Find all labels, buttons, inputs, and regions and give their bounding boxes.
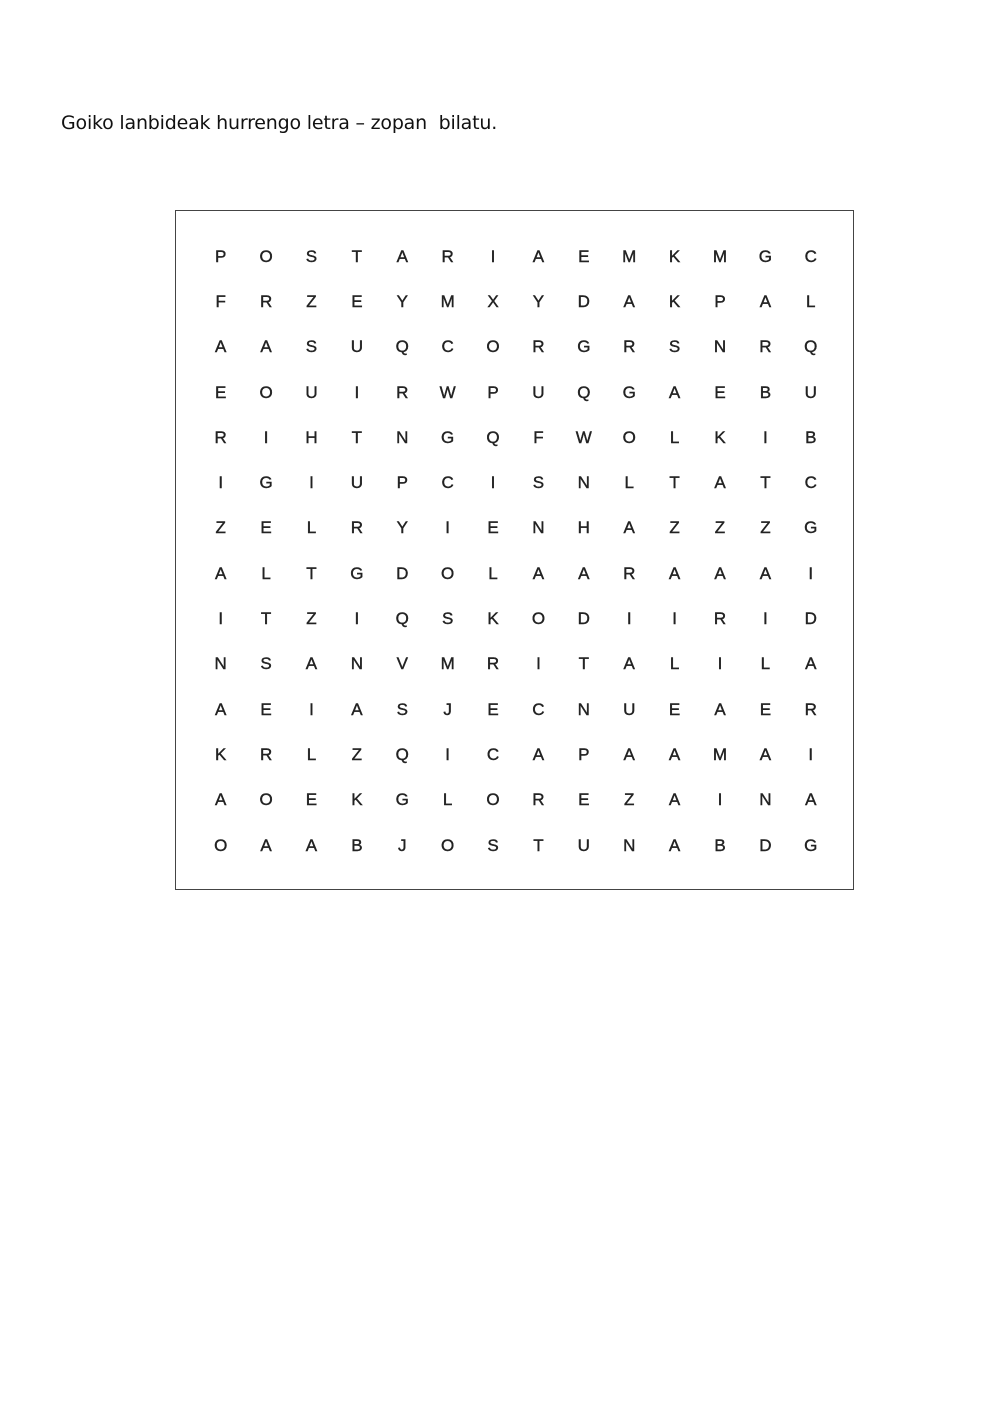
grid-letter[interactable]: B [805, 427, 817, 447]
grid-letter[interactable]: L [669, 654, 680, 674]
grid-letter[interactable]: C [804, 473, 817, 493]
grid-letter[interactable]: O [441, 563, 455, 583]
grid-letter[interactable]: C [486, 744, 500, 764]
grid-letter[interactable]: E [351, 291, 363, 311]
grid-letter[interactable]: S [305, 337, 318, 357]
grid-letter[interactable]: A [759, 744, 772, 764]
grid-letter[interactable]: E [578, 246, 590, 266]
grid-letter[interactable]: Z [669, 518, 680, 538]
grid-letter[interactable]: I [536, 654, 541, 674]
grid-letter[interactable]: O [259, 790, 273, 810]
grid-letter[interactable]: I [490, 246, 496, 266]
grid-letter[interactable]: W [439, 382, 456, 402]
grid-letter[interactable]: A [668, 790, 681, 810]
grid-letter[interactable]: G [395, 790, 409, 810]
grid-letter[interactable]: A [215, 790, 227, 810]
grid-letter[interactable]: P [396, 473, 408, 493]
grid-letter[interactable]: U [350, 473, 363, 493]
grid-letter[interactable]: L [760, 654, 771, 674]
grid-letter[interactable]: S [532, 473, 545, 493]
grid-letter[interactable]: T [306, 563, 317, 583]
grid-letter[interactable]: I [445, 744, 451, 764]
grid-letter[interactable]: N [623, 835, 636, 855]
grid-letter[interactable]: L [261, 563, 271, 583]
grid-letter[interactable]: U [350, 337, 363, 357]
grid-letter[interactable]: S [305, 246, 318, 266]
grid-letter[interactable]: O [622, 427, 636, 447]
grid-letter[interactable]: Z [760, 518, 771, 538]
grid-letter[interactable]: O [259, 382, 273, 402]
grid-letter[interactable]: C [441, 337, 454, 357]
grid-letter[interactable]: R [804, 699, 817, 719]
grid-letter[interactable]: E [487, 699, 499, 719]
grid-letter[interactable]: P [215, 246, 227, 266]
grid-letter[interactable]: S [487, 835, 499, 855]
grid-letter[interactable]: A [623, 744, 635, 764]
grid-letter[interactable]: I [354, 382, 360, 402]
grid-letter[interactable]: D [577, 609, 590, 629]
grid-letter[interactable]: A [668, 563, 681, 583]
grid-letter[interactable]: R [441, 246, 454, 266]
grid-letter[interactable]: O [486, 790, 500, 810]
grid-letter[interactable]: E [668, 699, 681, 719]
grid-letter[interactable]: A [623, 518, 635, 538]
grid-letter[interactable]: E [260, 518, 272, 538]
grid-letter[interactable]: A [714, 563, 726, 583]
grid-letter[interactable]: I [672, 609, 677, 629]
grid-letter[interactable]: I [309, 473, 314, 493]
grid-letter[interactable]: M [440, 654, 455, 674]
grid-letter[interactable]: I [445, 518, 451, 538]
grid-letter[interactable]: N [759, 790, 772, 810]
grid-letter[interactable]: N [350, 654, 363, 674]
grid-letter[interactable]: I [717, 654, 723, 674]
grid-letter[interactable]: N [532, 518, 545, 538]
grid-letter[interactable]: T [760, 473, 771, 493]
grid-letter[interactable]: W [575, 427, 592, 447]
grid-letter[interactable]: I [808, 563, 814, 583]
grid-letter[interactable]: E [260, 699, 272, 719]
grid-letter[interactable]: G [758, 246, 772, 266]
grid-letter[interactable]: A [305, 835, 318, 855]
grid-letter[interactable]: O [214, 835, 228, 855]
grid-letter[interactable]: A [396, 246, 408, 266]
grid-letter[interactable]: A [759, 291, 772, 311]
grid-letter[interactable]: A [532, 744, 545, 764]
grid-letter[interactable]: A [668, 744, 681, 764]
grid-letter[interactable]: T [533, 835, 544, 855]
grid-letter[interactable]: S [260, 654, 272, 674]
grid-letter[interactable]: T [351, 427, 363, 447]
grid-letter[interactable]: G [804, 518, 818, 538]
grid-letter[interactable]: Z [714, 518, 726, 538]
grid-letter[interactable]: A [668, 835, 681, 855]
grid-letter[interactable]: R [350, 518, 363, 538]
grid-letter[interactable]: L [488, 563, 498, 583]
grid-letter[interactable]: R [396, 382, 409, 402]
grid-letter[interactable]: G [622, 382, 636, 402]
grid-letter[interactable]: C [804, 246, 817, 266]
grid-letter[interactable]: M [712, 744, 728, 764]
grid-letter[interactable]: Q [395, 609, 409, 629]
grid-letter[interactable]: B [759, 382, 772, 402]
grid-letter[interactable]: I [808, 744, 814, 764]
grid-letter[interactable]: T [669, 473, 680, 493]
grid-letter[interactable]: G [350, 563, 364, 583]
grid-letter[interactable]: K [668, 291, 681, 311]
grid-letter[interactable]: T [260, 609, 272, 629]
grid-letter[interactable]: M [622, 246, 637, 266]
word-search-grid [198, 234, 833, 868]
grid-letter[interactable]: A [215, 563, 227, 583]
grid-letter[interactable]: I [763, 427, 768, 447]
grid-letter[interactable]: A [215, 337, 227, 357]
grid-letter[interactable]: E [714, 382, 726, 402]
grid-letter[interactable]: L [306, 518, 317, 538]
grid-letter[interactable]: I [218, 609, 224, 629]
grid-letter[interactable]: I [263, 427, 269, 447]
grid-letter[interactable]: E [759, 699, 772, 719]
grid-letter[interactable]: C [441, 473, 454, 493]
grid-letter[interactable]: J [443, 699, 452, 719]
grid-letter[interactable]: D [577, 291, 590, 311]
grid-letter[interactable]: G [804, 835, 818, 855]
grid-letter[interactable]: A [351, 699, 363, 719]
grid-letter[interactable]: O [486, 337, 500, 357]
grid-letter[interactable]: P [578, 744, 590, 764]
grid-letter[interactable]: R [259, 744, 273, 764]
grid-letter[interactable]: P [714, 291, 726, 311]
instruction-text: Goiko lanbideak hurrengo letra – zopan bilatu. [61, 112, 498, 134]
grid-letter[interactable]: A [215, 699, 227, 719]
grid-letter[interactable]: U [532, 382, 545, 402]
grid-letter[interactable]: A [623, 291, 635, 311]
grid-letter[interactable]: L [442, 790, 453, 810]
grid-letter[interactable]: Q [577, 382, 591, 402]
grid-letter[interactable]: A [532, 246, 545, 266]
grid-letter[interactable]: A [714, 473, 726, 493]
grid-letter[interactable]: V [396, 654, 408, 674]
grid-letter[interactable]: A [532, 563, 545, 583]
grid-letter[interactable]: E [578, 790, 590, 810]
grid-letter[interactable]: R [759, 337, 772, 357]
grid-letter[interactable]: E [487, 518, 499, 538]
grid-letter[interactable]: Y [396, 291, 408, 311]
grid-letter[interactable]: J [398, 835, 407, 855]
grid-letter[interactable]: S [441, 609, 454, 629]
grid-letter[interactable]: R [259, 291, 273, 311]
grid-letter[interactable]: K [351, 790, 363, 810]
grid-letter[interactable]: N [396, 427, 409, 447]
grid-letter[interactable]: R [713, 609, 727, 629]
grid-letter[interactable]: R [532, 337, 545, 357]
grid-letter[interactable]: Q [395, 744, 409, 764]
grid-letter[interactable]: Z [306, 609, 317, 629]
grid-letter[interactable]: R [623, 337, 636, 357]
grid-letter[interactable]: Q [395, 337, 409, 357]
grid-letter[interactable]: L [806, 291, 816, 311]
grid-letter[interactable]: N [713, 337, 727, 357]
grid-letter[interactable]: M [712, 246, 728, 266]
grid-letter[interactable]: L [624, 473, 634, 493]
grid-letter[interactable]: A [305, 654, 318, 674]
grid-letter[interactable]: K [215, 744, 227, 764]
grid-letter[interactable]: O [441, 835, 455, 855]
grid-letter[interactable]: N [577, 473, 590, 493]
grid-letter[interactable]: U [305, 382, 318, 402]
grid-letter[interactable]: D [396, 563, 409, 583]
grid-letter[interactable]: I [490, 473, 496, 493]
grid-letter[interactable]: C [532, 699, 545, 719]
grid-letter[interactable]: Q [486, 427, 500, 447]
grid-letter[interactable]: D [759, 835, 772, 855]
grid-letter[interactable]: I [309, 699, 314, 719]
grid-letter[interactable]: N [214, 654, 227, 674]
grid-letter[interactable]: I [717, 790, 723, 810]
grid-letter[interactable]: N [577, 699, 590, 719]
grid-letter[interactable]: I [626, 609, 632, 629]
grid-letter[interactable]: S [668, 337, 681, 357]
grid-letter[interactable]: A [805, 654, 817, 674]
grid-letter[interactable]: D [804, 609, 817, 629]
grid-letter[interactable]: E [305, 790, 318, 810]
grid-letter[interactable]: T [351, 246, 363, 266]
grid-letter[interactable]: A [260, 835, 272, 855]
word-search-box [175, 210, 854, 890]
grid-letter[interactable]: L [669, 427, 680, 447]
grid-letter[interactable]: K [668, 246, 681, 266]
grid-letter[interactable]: A [805, 790, 817, 810]
grid-letter[interactable]: U [623, 699, 636, 719]
grid-letter[interactable]: K [714, 427, 726, 447]
grid-letter[interactable]: Z [215, 518, 226, 538]
grid-letter[interactable]: O [259, 246, 273, 266]
grid-letter[interactable]: G [259, 473, 273, 493]
grid-letter[interactable]: B [351, 835, 363, 855]
grid-letter[interactable]: A [578, 563, 590, 583]
grid-letter[interactable]: T [578, 654, 590, 674]
grid-letter[interactable]: R [532, 790, 545, 810]
grid-letter[interactable]: P [487, 382, 499, 402]
grid-letter[interactable]: O [531, 609, 546, 629]
grid-letter[interactable]: H [577, 518, 590, 538]
grid-letter[interactable]: A [260, 337, 272, 357]
grid-letter[interactable]: R [623, 563, 636, 583]
grid-letter[interactable]: I [354, 609, 360, 629]
grid-letter[interactable]: G [577, 337, 591, 357]
grid-letter[interactable]: Y [396, 518, 408, 538]
grid-letter[interactable]: E [215, 382, 227, 402]
grid-letter[interactable]: R [486, 654, 500, 674]
grid-letter[interactable]: U [577, 835, 590, 855]
grid-letter[interactable]: Q [804, 337, 818, 357]
grid-letter[interactable]: Z [624, 790, 635, 810]
grid-letter[interactable]: Z [351, 744, 363, 764]
grid-letter[interactable]: F [215, 291, 226, 311]
grid-letter[interactable]: S [396, 699, 408, 719]
grid-letter[interactable]: L [306, 744, 317, 764]
grid-letter[interactable]: A [714, 699, 726, 719]
grid-letter[interactable]: A [623, 654, 635, 674]
grid-letter[interactable]: I [763, 609, 768, 629]
grid-letter[interactable]: M [440, 291, 455, 311]
grid-letter[interactable]: G [441, 427, 455, 447]
grid-letter[interactable]: A [759, 563, 772, 583]
grid-letter[interactable]: R [214, 427, 227, 447]
grid-letter[interactable]: Z [306, 291, 317, 311]
grid-letter[interactable]: I [218, 473, 224, 493]
grid-letter[interactable]: U [804, 382, 817, 402]
grid-letter[interactable]: A [668, 382, 681, 402]
grid-letter[interactable]: Y [532, 291, 545, 311]
grid-letter[interactable]: F [533, 427, 544, 447]
grid-letter[interactable]: K [487, 609, 499, 629]
grid-letter[interactable]: B [714, 835, 726, 855]
grid-letter[interactable]: H [305, 427, 318, 447]
grid-letter[interactable]: X [487, 291, 499, 311]
